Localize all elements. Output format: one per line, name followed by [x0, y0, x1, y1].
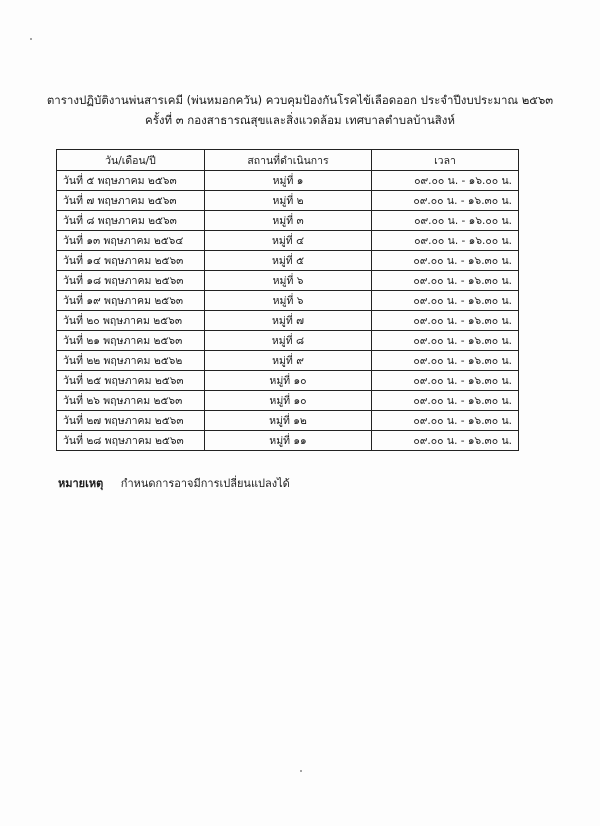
column-header-place: สถานที่ดำเนินการ	[205, 150, 372, 171]
scan-speck	[300, 770, 302, 772]
table-row	[57, 191, 519, 211]
date-cell: วันที่ ๘ พฤษภาคม ๒๕๖๓	[57, 211, 205, 231]
place-cell: หมู่ที่ ๖	[205, 291, 372, 311]
time-cell: ๐๙.๐๐ น. - ๑๖.๐๐ น.	[372, 231, 519, 251]
date-cell: วันที่ ๒๕ พฤษภาคม ๒๕๖๓	[57, 371, 205, 391]
place-cell: หมู่ที่ ๑๒	[205, 411, 372, 431]
date-cell: วันที่ ๒๐ พฤษภาคม ๒๕๖๓	[57, 311, 205, 331]
table-row	[57, 351, 519, 371]
time-cell: ๐๙.๐๐ น. - ๑๖.๓๐ น.	[372, 331, 519, 351]
table-row	[57, 431, 519, 451]
time-cell: ๐๙.๐๐ น. - ๑๖.๓๐ น.	[372, 371, 519, 391]
table-row	[57, 251, 519, 271]
column-header-date: วัน/เดือน/ปี	[57, 150, 205, 171]
document-subtitle: ครั้งที่ ๓ กองสาธารณสุขและสิ่งแวดล้อม เทศบาลตำบลบ้านสิงห์	[145, 113, 455, 127]
date-cell: วันที่ ๒๖ พฤษภาคม ๒๕๖๓	[57, 391, 205, 411]
table-row	[57, 331, 519, 351]
table-row	[57, 411, 519, 431]
place-cell: หมู่ที่ ๑๐	[205, 371, 372, 391]
place-cell: หมู่ที่ ๑	[205, 171, 372, 191]
footnote	[58, 474, 290, 492]
table-row	[57, 211, 519, 231]
time-cell: ๐๙.๐๐ น. - ๑๖.๓๐ น.	[372, 351, 519, 371]
date-cell: วันที่ ๕ พฤษภาคม ๒๕๖๓	[57, 171, 205, 191]
time-cell: ๐๙.๐๐ น. - ๑๖.๓๐ น.	[372, 311, 519, 331]
time-cell: ๐๙.๐๐ น. - ๑๖.๓๐ น.	[372, 431, 519, 451]
date-cell: วันที่ ๑๓ พฤษภาคม ๒๕๖๔	[57, 231, 205, 251]
date-cell: วันที่ ๒๑ พฤษภาคม ๒๕๖๓	[57, 331, 205, 351]
date-cell: วันที่ ๒๗ พฤษภาคม ๒๕๖๓	[57, 411, 205, 431]
table-row	[57, 271, 519, 291]
table-row	[57, 231, 519, 251]
time-cell: ๐๙.๐๐ น. - ๑๖.๐๐ น.	[372, 211, 519, 231]
place-cell: หมู่ที่ ๖	[205, 271, 372, 291]
table-row	[57, 371, 519, 391]
place-cell: หมู่ที่ ๕	[205, 251, 372, 271]
place-cell: หมู่ที่ ๑๑	[205, 431, 372, 451]
table-header-row	[57, 150, 519, 171]
time-cell: ๐๙.๐๐ น. - ๑๖.๓๐ น.	[372, 271, 519, 291]
document-title: ตารางปฏิบัติงานพ่นสารเคมี (พ่นหมอกควัน) ควบคุมป้องกันโรคไข้เลือดออก ประจำปีงบประมาณ ๒๕๖๓	[46, 93, 554, 107]
scan-speck	[30, 38, 32, 40]
date-cell: วันที่ ๑๘ พฤษภาคม ๒๕๖๓	[57, 271, 205, 291]
place-cell: หมู่ที่ ๒	[205, 191, 372, 211]
schedule-table	[56, 149, 519, 451]
date-cell: วันที่ ๑๔ พฤษภาคม ๒๕๖๓	[57, 251, 205, 271]
table-body	[57, 171, 519, 451]
time-cell: ๐๙.๐๐ น. - ๑๖.๓๐ น.	[372, 411, 519, 431]
time-cell: ๐๙.๐๐ น. - ๑๖.๓๐ น.	[372, 291, 519, 311]
time-cell: ๐๙.๐๐ น. - ๑๖.๓๐ น.	[372, 391, 519, 411]
date-cell: วันที่ ๒๘ พฤษภาคม ๒๕๖๓	[57, 431, 205, 451]
table-row	[57, 171, 519, 191]
place-cell: หมู่ที่ ๔	[205, 231, 372, 251]
footnote-label: หมายเหตุ	[58, 477, 104, 490]
date-cell: วันที่ ๒๒ พฤษภาคม ๒๕๖๒	[57, 351, 205, 371]
place-cell: หมู่ที่ ๑๐	[205, 391, 372, 411]
date-cell: วันที่ ๑๙ พฤษภาคม ๒๕๖๓	[57, 291, 205, 311]
date-cell: วันที่ ๗ พฤษภาคม ๒๕๖๓	[57, 191, 205, 211]
table-row	[57, 391, 519, 411]
time-cell: ๐๙.๐๐ น. - ๑๖.๐๐ น.	[372, 171, 519, 191]
place-cell: หมู่ที่ ๗	[205, 311, 372, 331]
column-header-time: เวลา	[372, 150, 519, 171]
footnote-text: กำหนดการอาจมีการเปลี่ยนแปลงได้	[120, 477, 290, 490]
place-cell: หมู่ที่ ๘	[205, 331, 372, 351]
place-cell: หมู่ที่ ๓	[205, 211, 372, 231]
time-cell: ๐๙.๐๐ น. - ๑๖.๓๐ น.	[372, 251, 519, 271]
time-cell: ๐๙.๐๐ น. - ๑๖.๓๐ น.	[372, 191, 519, 211]
table-row	[57, 291, 519, 311]
place-cell: หมู่ที่ ๙	[205, 351, 372, 371]
table-row	[57, 311, 519, 331]
